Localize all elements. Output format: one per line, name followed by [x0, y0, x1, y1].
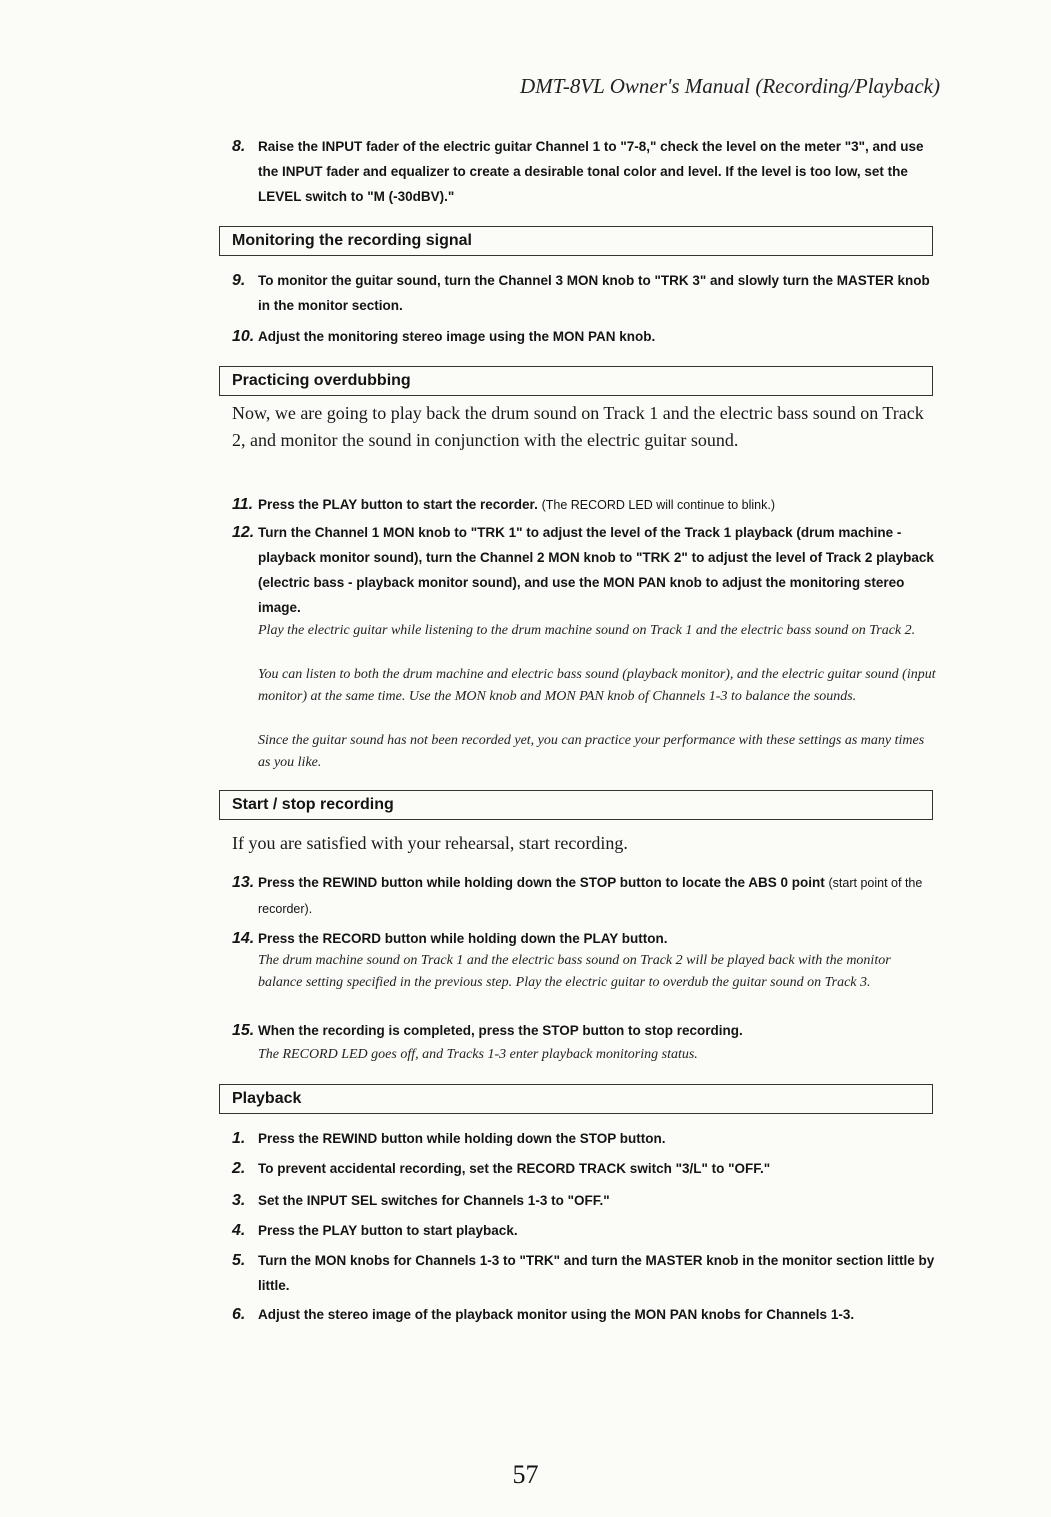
step-number: 13.: [232, 874, 255, 891]
section-heading-monitoring: [219, 226, 933, 256]
section-heading-playback: [219, 1084, 933, 1114]
section-heading-overdubbing: [219, 366, 933, 396]
step-11: [232, 492, 937, 518]
step-text: [258, 870, 937, 922]
step-number: 11.: [232, 496, 254, 513]
step-number: 1.: [232, 1130, 246, 1147]
step-8: [232, 134, 937, 209]
playback-step-4: [232, 1218, 937, 1243]
step-bold-text: Press the REWIND button while holding down the STOP button to locate the ABS 0 point: [258, 875, 825, 890]
step-12: [232, 520, 937, 620]
step-text: To monitor the guitar sound, turn the Channel 3 MON knob to "TRK 3" and slowly turn the MASTER knob in the monitor section.: [258, 273, 930, 313]
note-paragraph: The RECORD LED goes off, and Tracks 1-3 enter playback monitoring status.: [258, 1047, 698, 1062]
section-title: Playback: [232, 1090, 302, 1107]
section-title: Start / stop recording: [232, 796, 394, 813]
step-text: Turn the MON knobs for Channels 1-3 to "TRK" and turn the MASTER knob in the monitor section little by little.: [258, 1253, 935, 1293]
playback-step-1: [232, 1126, 937, 1151]
page-header: DMT-8VL Owner's Manual (Recording/Playback): [520, 74, 940, 98]
page-number: 57: [512, 1460, 539, 1489]
step-text: Raise the INPUT fader of the electric guitar Channel 1 to "7-8," check the level on the meter "3", and use the INPUT fader and equalizer to create a desirable tonal color and level. If the level is too low, set the LEVEL switch to "M (-30dBV).": [258, 139, 924, 204]
step-text: Turn the Channel 1 MON knob to "TRK 1" to adjust the level of the Track 1 playback (drum machine - playback monitor sound), turn the Channel 2 MON knob to "TRK 2" to adjust the level of Track 2 playback (electric bass - playback monitor sound), and use the MON PAN knob to adjust the monitoring stereo image.: [258, 525, 934, 615]
overdubbing-intro: Now, we are going to play back the drum sound on Track 1 and the electric bass sound on Track 2, and monitor the sound in conjunction with the electric guitar sound.: [232, 403, 924, 450]
step-bold-text: Press the PLAY button to start the recorder.: [258, 497, 538, 512]
step-15: [232, 1018, 937, 1043]
step-text: Press the PLAY button to start playback.: [258, 1223, 518, 1238]
step-text: Adjust the stereo image of the playback monitor using the MON PAN knobs for Channels 1-3.: [258, 1307, 855, 1322]
step-number: 8.: [232, 138, 246, 155]
recording-intro: If you are satisfied with your rehearsal, start recording.: [232, 833, 628, 853]
playback-step-3: [232, 1188, 937, 1213]
step-number: 14.: [232, 930, 255, 947]
note-paragraph: Play the electric guitar while listening to the drum machine sound on Track 1 and the electric bass sound on Track 2.: [258, 623, 916, 638]
step-plain-text: (start point of the recorder).: [258, 876, 923, 916]
section-heading-recording: [219, 790, 933, 820]
step-text: [258, 492, 937, 518]
step-number: 6.: [232, 1306, 246, 1323]
step-14: [232, 926, 937, 951]
step-number: 5.: [232, 1252, 246, 1269]
step-text: Press the RECORD button while holding down the PLAY button.: [258, 931, 668, 946]
step-9: [232, 268, 937, 318]
step-number: 12.: [232, 524, 255, 541]
step-number: 10.: [232, 328, 255, 345]
step-number: 2.: [232, 1160, 246, 1177]
step-text: Set the INPUT SEL switches for Channels 1-3 to "OFF.": [258, 1193, 610, 1208]
step-text: Press the REWIND button while holding down the STOP button.: [258, 1131, 666, 1146]
step-text: Adjust the monitoring stereo image using the MON PAN knob.: [258, 329, 656, 344]
note-paragraph: Since the guitar sound has not been recorded yet, you can practice your performance with these settings as many times as you like.: [258, 733, 925, 770]
step-number: 15.: [232, 1022, 255, 1039]
playback-step-2: [232, 1156, 937, 1181]
section-title: Practicing overdubbing: [232, 372, 411, 389]
playback-step-5: [232, 1248, 937, 1298]
note-paragraph: You can listen to both the drum machine and electric bass sound (playback monitor), and the electric guitar sound (input monitor) at the same time. Use the MON knob and MON PAN knob of Channels 1-3 to balance the sounds.: [258, 667, 936, 704]
step-number: 9.: [232, 272, 246, 289]
step-text: When the recording is completed, press the STOP button to stop recording.: [258, 1023, 743, 1038]
step-10: [232, 324, 937, 349]
step-number: 4.: [232, 1222, 246, 1239]
note-paragraph: The drum machine sound on Track 1 and the electric bass sound on Track 2 will be played back with the monitor balance setting specified in the previous step. Play the electric guitar to overdub the guitar sound on Track 3.: [258, 953, 891, 990]
playback-step-6: [232, 1302, 937, 1327]
step-13: [232, 870, 937, 922]
step-text: To prevent accidental recording, set the RECORD TRACK switch "3/L" to "OFF.": [258, 1161, 771, 1176]
section-title: Monitoring the recording signal: [232, 232, 472, 249]
step-number: 3.: [232, 1192, 246, 1209]
step-plain-text: (The RECORD LED will continue to blink.): [541, 498, 776, 512]
